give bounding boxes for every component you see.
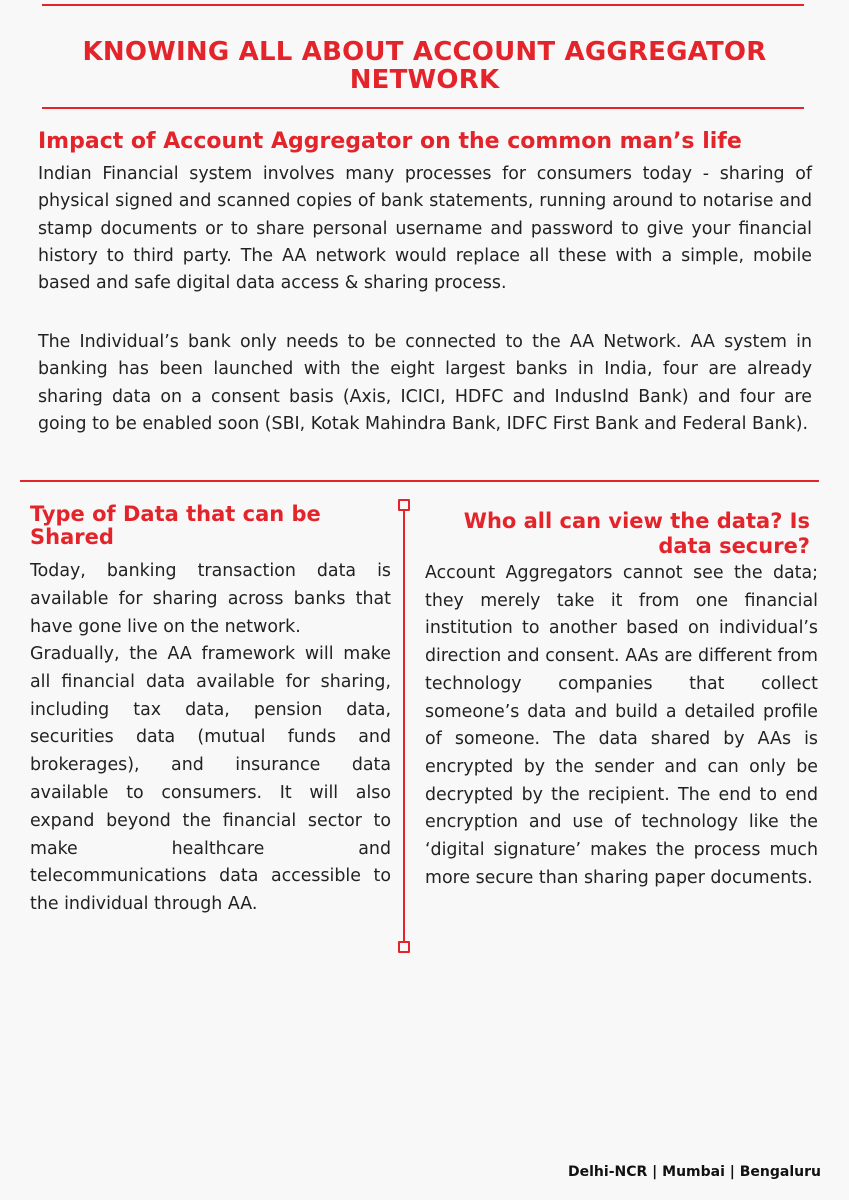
impact-paragraph-2: The Individual’s bank only needs to be connected to the AA Network. AA system in banking has been launched with the eight largest banks in India, four are already sharing data on a consent basis (Axis, ICICI, HDFC and IndusInd Bank) and four are going to be enabled soon (SBI, Kotak Mahindra Bank, IDFC First Bank and Federal Bank).	[38, 332, 812, 434]
data-types-paragraph-2: Gradually, the AA framework will make all financial data available for sharing, including tax data, pension data, securities data (mutual funds and brokerages), and insurance data available to consumers. It will also expand beyond the financial sector to make healthcare and telecommunications data accessible to the individual through AA.	[30, 644, 391, 915]
section-divider-rule	[20, 480, 819, 482]
data-types-paragraph-1: Today, banking transaction data is available for sharing across banks that have gone live on the network.	[30, 561, 391, 637]
impact-paragraph-1: Indian Financial system involves many processes for consumers today - sharing of physical signed and scanned copies of bank statements, running around to notarise and stamp documents or to share personal username and password to give your financial history to third party. The AA network would replace all these with a simple, mobile based and safe digital data access & sharing process.	[38, 164, 812, 294]
title-rule	[42, 107, 804, 109]
data-types-heading: Type of Data that can be Shared	[30, 502, 321, 549]
impact-heading: Impact of Account Aggregator on the common man’s life	[38, 129, 742, 154]
column-divider	[403, 507, 405, 944]
column-divider-bottom-cap	[398, 941, 410, 953]
column-divider-top-cap	[398, 499, 410, 511]
data-security-heading: Who all can view the data? Is data secure?	[463, 509, 810, 558]
page-title: KNOWING ALL ABOUT ACCOUNT AGGREGATOR NETWORK	[82, 37, 767, 95]
footer-locations: Delhi-NCR | Mumbai | Bengaluru	[568, 1164, 821, 1180]
top-rule	[42, 4, 804, 6]
data-security-paragraph: Account Aggregators cannot see the data; they merely take it from one financial institution to another based on individual’s direction and consent. AAs are different from technology companies that collect someone’s data and build a detailed profile of someone. The data shared by AAs is encrypted by the sender and can only be decrypted by the recipient. The end to end encryption and use of technology like the ‘digital signature’ makes the process much more secure than sharing paper documents.	[425, 563, 818, 888]
